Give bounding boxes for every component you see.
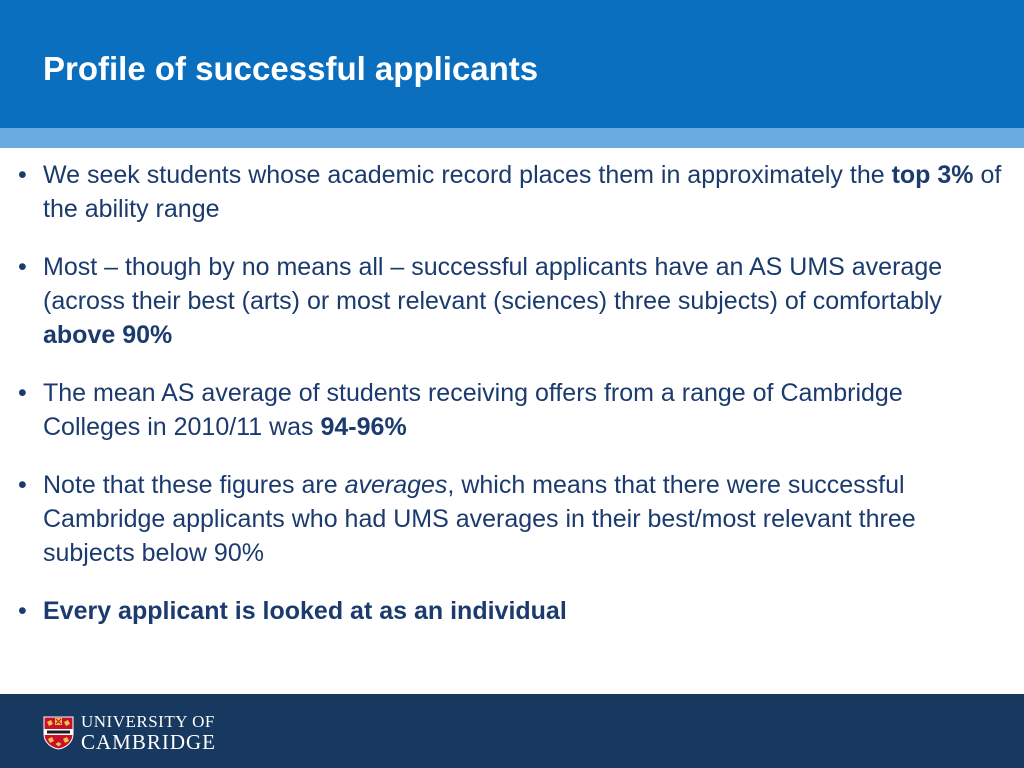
bullet-marker: • — [18, 379, 27, 407]
bullet-marker: • — [18, 597, 27, 625]
bullet-emphasis: Every applicant is looked at as an individual — [43, 597, 567, 625]
bullet-italic: averages — [344, 471, 448, 499]
bullet-emphasis: top 3% — [891, 161, 974, 189]
bullet-marker: • — [18, 253, 27, 281]
university-logo-line2: CAMBRIDGE — [81, 730, 217, 754]
bullet-text: We seek students whose academic record places them in approximately the — [43, 161, 892, 189]
bullet-item-mean-average — [0, 376, 1024, 444]
bullet-text: of the ability range — [43, 161, 1002, 223]
bullet-emphasis: 94-96% — [320, 413, 407, 441]
bullet-marker: • — [18, 471, 27, 499]
bullet-text: Most – though by no means all – successful applicants have an AS UMS average (across their best (arts) or most relevant (sciences) three subjects) of comfortably — [43, 253, 943, 315]
bullet-item-averages-note — [0, 468, 1024, 570]
title-bar — [0, 0, 1024, 128]
bullet-item-individual — [0, 594, 1024, 628]
bullet-item-top-3-percent — [0, 158, 1024, 226]
header-accent-stripe — [0, 128, 1024, 148]
bullet-text: The mean AS average of students receiving offers from a range of Cambridge Colleges in 2010/11 was — [43, 379, 903, 441]
university-logo-line1: UNIVERSITY OF — [81, 712, 215, 731]
cambridge-crest-icon — [43, 716, 74, 750]
bullet-text: Note that these figures are — [43, 471, 345, 499]
bullet-list — [0, 158, 1024, 652]
slide-title: Profile of successful applicants — [43, 50, 539, 87]
footer-bar — [0, 694, 1024, 768]
bullet-emphasis: above 90% — [43, 321, 173, 349]
bullet-item-ums-average — [0, 250, 1024, 352]
bullet-marker: • — [18, 161, 27, 189]
bullet-text: , which means that there were successful Cambridge applicants who had UMS averages in their best/most relevant three subjects below 90% — [43, 471, 916, 567]
